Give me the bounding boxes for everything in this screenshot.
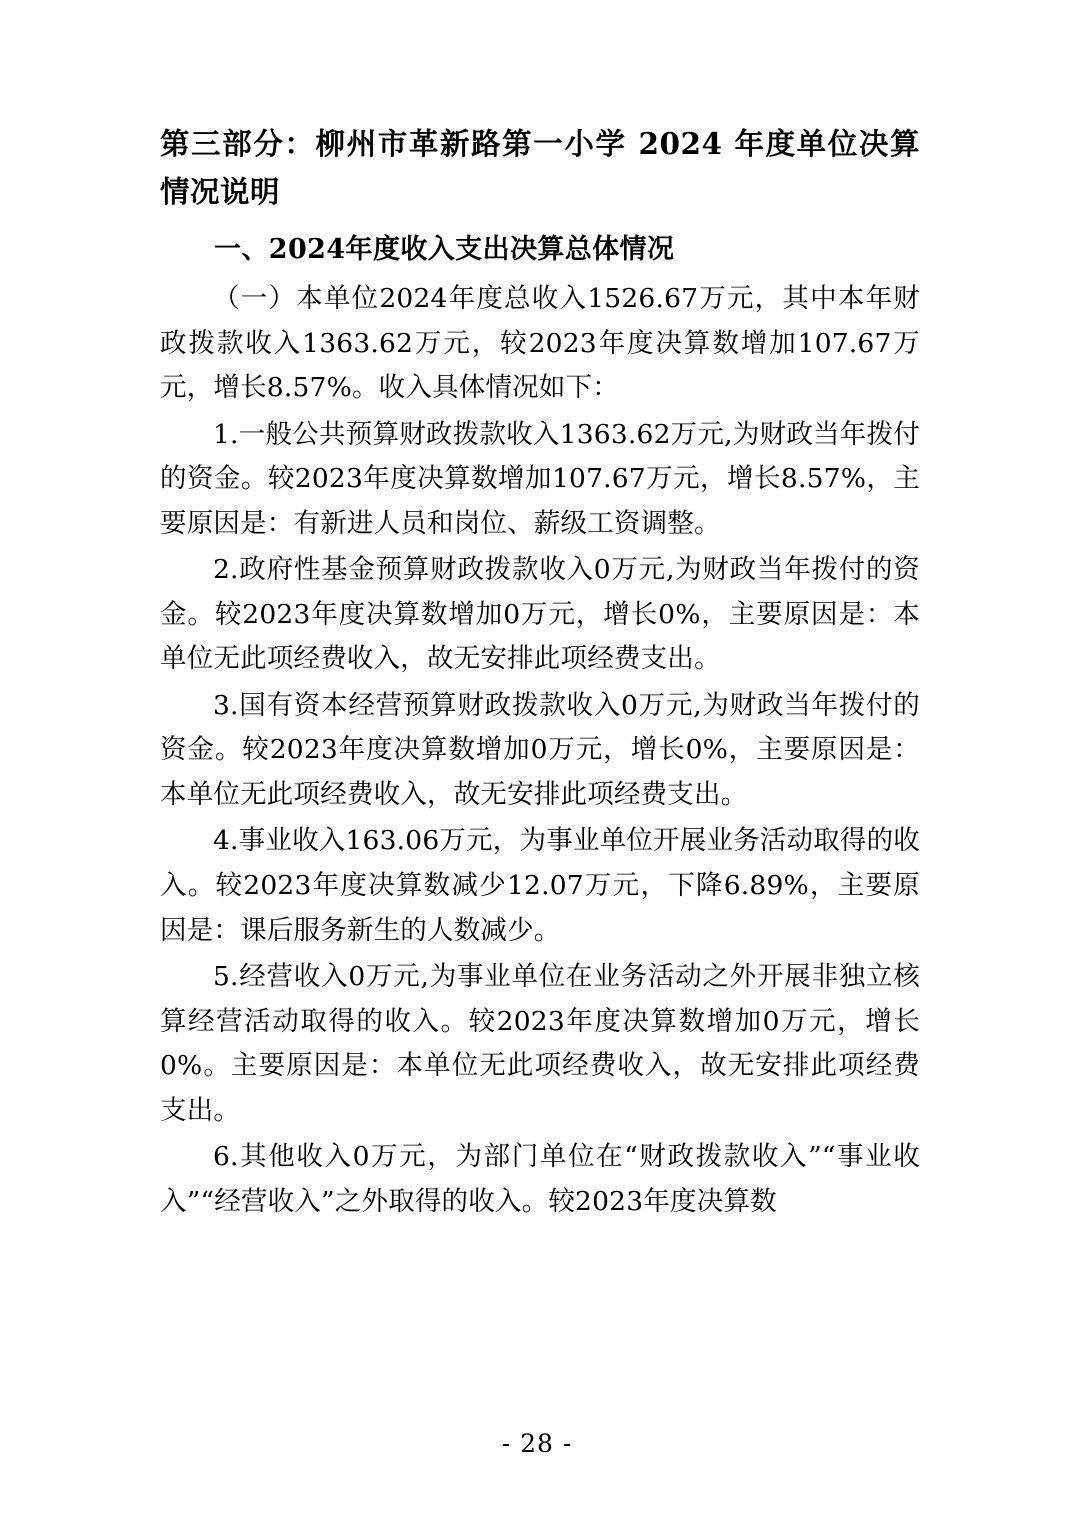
paragraph-6: 5.经营收入0万元,为事业单位在业务活动之外开展非独立核算经营活动取得的收入。较2023年度决算数增加0万元，增长0%。主要原因是：本单位无此项经费收入，故无安排此项经费支出。 xyxy=(160,961,920,1126)
paragraph-2: 1.一般公共预算财政拨款收入1363.62万元,为财政当年拨付的资金。较2023年度决算数增加107.67万元，增长8.57%，主要原因是：有新进人员和岗位、薪级工资调整。 xyxy=(160,418,920,539)
paragraph-4: 3.国有资本经营预算财政拨款收入0万元,为财政当年拨付的资金。较2023年度决算数增加0万元，增长0%，主要原因是：本单位无此项经费收入，故无安排此项经费支出。 xyxy=(160,689,920,810)
section-heading: 一、2024年度收入支出决算总体情况 xyxy=(214,233,675,265)
page-number: - 28 - xyxy=(501,1429,573,1458)
paragraph-7: 6.其他收入0万元，为部门单位在“财政拨款收入”“事业收入”“经营收入”之外取得的收入。较2023年度决算数 xyxy=(160,1141,920,1217)
page-title: 第三部分：柳州市革新路第一小学 2024 年度单位决算情况说明 xyxy=(160,126,920,209)
paragraph-3: 2.政府性基金预算财政拨款收入0万元,为财政当年拨付的资金。较2023年度决算数增加0万元，增长0%，主要原因是：本单位无此项经费收入，故无安排此项经费支出。 xyxy=(160,554,920,675)
paragraph-5: 4.事业收入163.06万元，为事业单位开展业务活动取得的收入。较2023年度决算数减少12.07万元，下降6.89%，主要原因是：课后服务新生的人数减少。 xyxy=(160,825,921,946)
paragraph-1: （一）本单位2024年度总收入1526.67万元，其中本年财政拨款收入1363.62万元，较2023年度决算数增加107.67万元，增长8.57%。收入具体情况如下： xyxy=(160,283,920,404)
document-body xyxy=(160,120,920,1224)
